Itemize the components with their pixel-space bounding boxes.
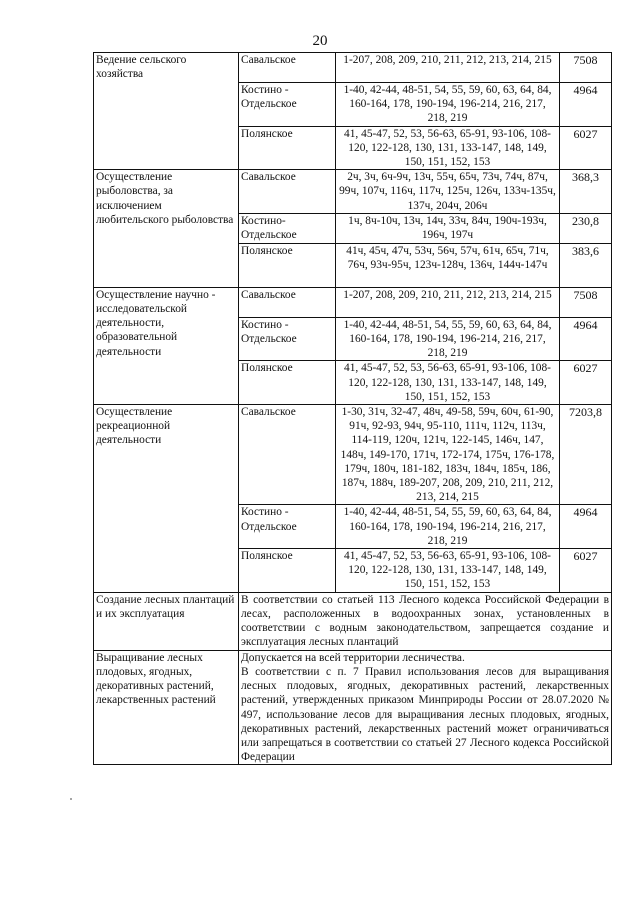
quarters-cell: 1ч, 8ч-10ч, 13ч, 14ч, 33ч, 84ч, 190ч-193ч, 196ч, 197ч: [336, 213, 560, 243]
activity-cell: Осуществление рекреационной деятельности: [94, 405, 239, 593]
area-cell: 6027: [560, 126, 612, 170]
table-row: [94, 287, 612, 317]
note-paragraph: В соответствии со статьей 113 Лесного кодекса Российской Федерации в лесах, расположенных в водоохранных зонах, установленных в соответствии с водным законодательством, запрещается создание и эксплуатация лесных плантаций: [241, 593, 609, 649]
note-cell: [239, 592, 612, 650]
page-number: 20: [312, 33, 328, 49]
note-paragraph: Допускается на всей территории лесничества.: [241, 651, 465, 664]
quarters-cell: 1-207, 208, 209, 210, 211, 212, 213, 214, 215: [336, 53, 560, 83]
area-cell: 7508: [560, 287, 612, 317]
activity-cell: Осуществление рыболовства, за исключением любительского рыболовства: [94, 170, 239, 288]
quarters-cell: 1-40, 42-44, 48-51, 54, 55, 59, 60, 63, 64, 84, 160-164, 178, 190-194, 196-214, 216, 217, 218, 219: [336, 83, 560, 127]
table-row: [94, 650, 612, 765]
district-cell: Савальское: [239, 170, 336, 214]
area-cell: 368,3: [560, 170, 612, 214]
district-cell: Полянское: [239, 549, 336, 593]
area-cell: 4964: [560, 83, 612, 127]
activity-cell: Осуществление научно - исследовательской деятельности, образовательной деятельности: [94, 287, 239, 404]
area-cell: 7203,8: [560, 405, 612, 505]
area-cell: 6027: [560, 549, 612, 593]
district-cell: Полянское: [239, 243, 336, 287]
note-cell: [239, 650, 612, 765]
activity-cell: Выращивание лесных плодовых, ягодных, декоративных растений, лекарственных растений: [94, 650, 239, 765]
quarters-cell: 1-30, 31ч, 32-47, 48ч, 49-58, 59ч, 60ч, 61-90, 91ч, 92-93, 94ч, 95-110, 111ч, 112ч, 113ч, 114-119, 120ч, 121ч, 122-145, 146ч, 147, 148ч, 149-170, 171ч, 172-174, 175ч, 176-178, 179ч, 180ч, 181-182, 183ч, 184ч, 185ч, 186, 187ч, 188ч, 189-207, 208, 209, 210, 211, 212, 213, 214, 215: [336, 405, 560, 505]
district-cell: Костино - Отдельское: [239, 317, 336, 361]
district-cell: Савальское: [239, 405, 336, 505]
quarters-cell: 1-207, 208, 209, 210, 211, 212, 213, 214, 215: [336, 287, 560, 317]
district-cell: Савальское: [239, 287, 336, 317]
quarters-cell: 1-40, 42-44, 48-51, 54, 55, 59, 60, 63, 64, 84, 160-164, 178, 190-194, 196-214, 216, 217, 218, 219: [336, 505, 560, 549]
table-row: [94, 592, 612, 650]
activity-cell: Создание лесных плантаций и их эксплуатация: [94, 592, 239, 650]
quarters-cell: 41ч, 45ч, 47ч, 53ч, 56ч, 57ч, 61ч, 65ч, 71ч, 76ч, 93ч-95ч, 123ч-128ч, 136ч, 144ч-147ч: [336, 243, 560, 287]
area-cell: 6027: [560, 361, 612, 405]
district-cell: Костино-Отдельское: [239, 213, 336, 243]
table-row: [94, 53, 612, 83]
quarters-cell: 2ч, 3ч, 6ч-9ч, 13ч, 55ч, 65ч, 73ч, 74ч, 87ч, 99ч, 107ч, 116ч, 117ч, 125ч, 126ч, 133ч-135ч, 137ч, 204ч, 206ч: [336, 170, 560, 214]
table-row: [94, 170, 612, 214]
quarters-cell: 41, 45-47, 52, 53, 56-63, 65-91, 93-106, 108-120, 122-128, 130, 131, 133-147, 148, 149, 150, 151, 152, 153: [336, 549, 560, 593]
quarters-cell: 41, 45-47, 52, 53, 56-63, 65-91, 93-106, 108-120, 122-128, 130, 131, 133-147, 148, 149, 150, 151, 152, 153: [336, 126, 560, 170]
quarters-cell: 41, 45-47, 52, 53, 56-63, 65-91, 93-106, 108-120, 122-128, 130, 131, 133-147, 148, 149, 150, 151, 152, 153: [336, 361, 560, 405]
activity-cell: Ведение сельского хозяйства: [94, 53, 239, 170]
district-cell: Костино - Отдельское: [239, 83, 336, 127]
district-cell: Полянское: [239, 126, 336, 170]
area-cell: 383,6: [560, 243, 612, 287]
note-paragraph: В соответствии с п. 7 Правил использования лесов для выращивания лесных плодовых, ягодных, декоративных растений, лекарственных растений, утвержденных приказом Минприроды России от 28.07.2020 № 497, использование лесов для выращивания лесных плодовых, ягодных, декоративных растений, лекарственных растений может ограничиваться или запрещаться в соответствии со статьей 27 Лесного кодекса Российской Федерации: [241, 665, 609, 764]
scan-speck: [70, 798, 72, 800]
quarters-cell: 1-40, 42-44, 48-51, 54, 55, 59, 60, 63, 64, 84, 160-164, 178, 190-194, 196-214, 216, 217, 218, 219: [336, 317, 560, 361]
area-cell: 4964: [560, 505, 612, 549]
district-cell: Савальское: [239, 53, 336, 83]
area-cell: 230,8: [560, 213, 612, 243]
area-cell: 7508: [560, 53, 612, 83]
forest-use-table: [93, 52, 612, 765]
district-cell: Полянское: [239, 361, 336, 405]
area-cell: 4964: [560, 317, 612, 361]
district-cell: Костино - Отдельское: [239, 505, 336, 549]
table-row: [94, 405, 612, 505]
